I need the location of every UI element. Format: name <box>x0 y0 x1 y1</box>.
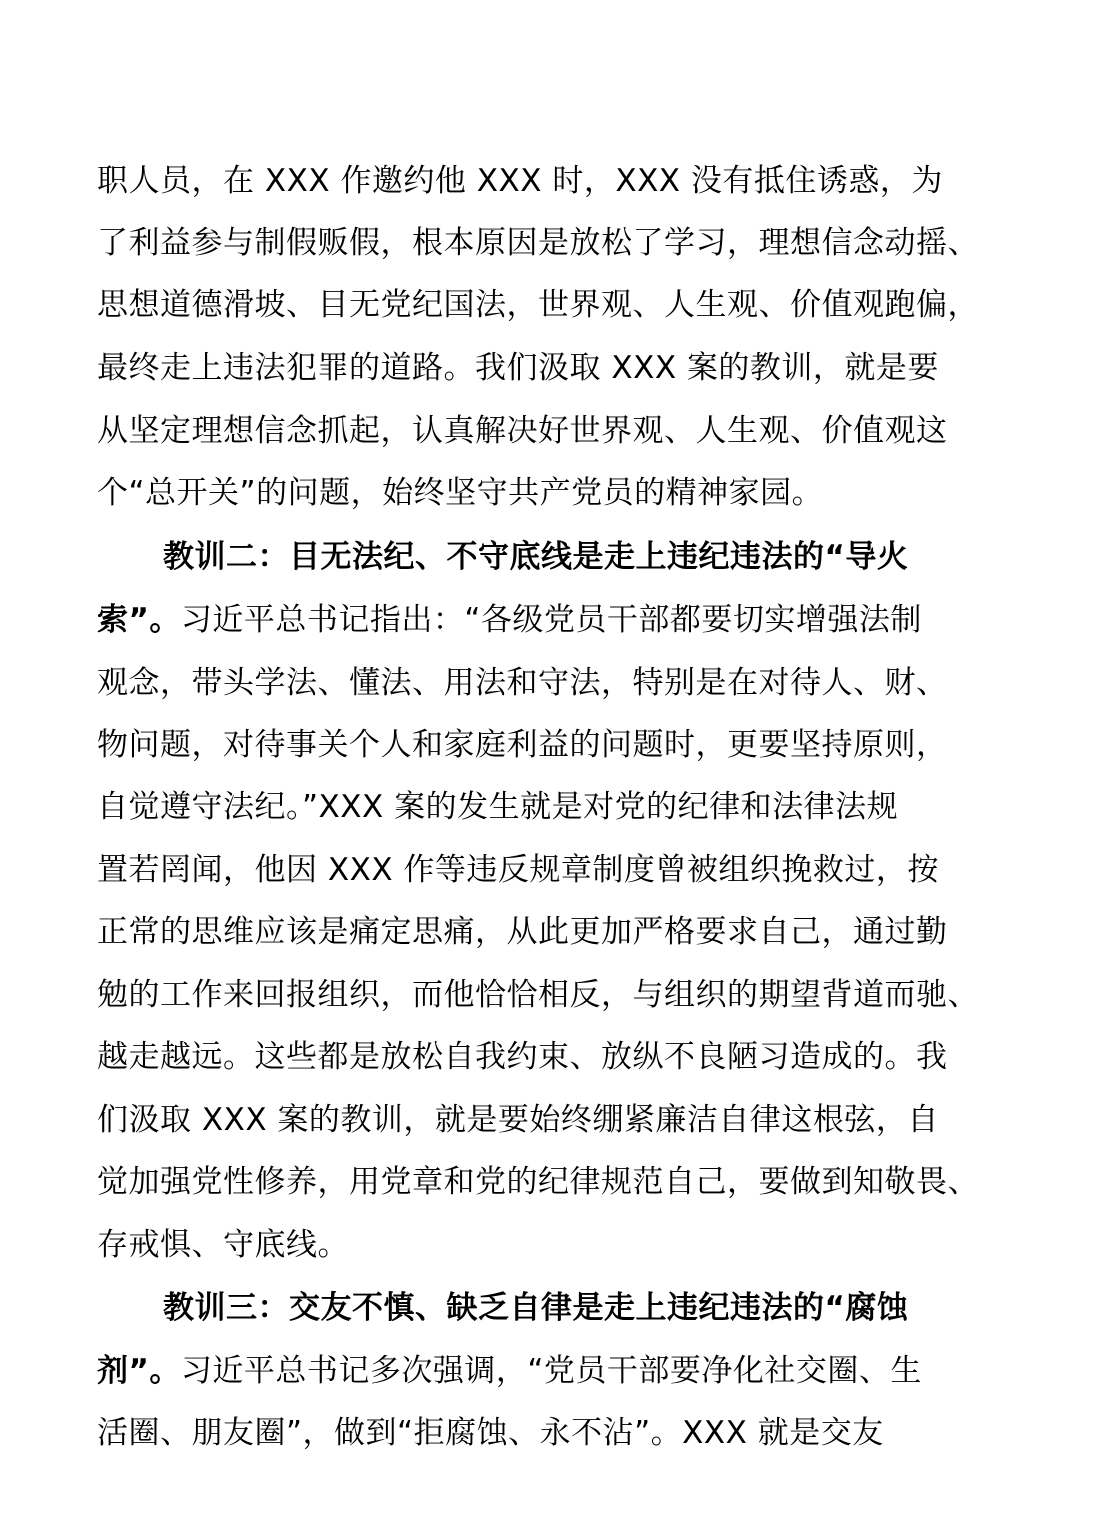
paragraph-line: 职人员，在 XXX 作邀约他 XXX 时，XXX 没有抵住诱惑，为 <box>97 163 943 199</box>
paragraph-line: 自觉遵守法纪。”XXX 案的发生就是对党的纪律和法律法规 <box>97 789 899 825</box>
paragraph-line: 观念，带头学法、懂法、用法和守法，特别是在对待人、财、 <box>97 665 948 701</box>
paragraph-line: 最终走上违法犯罪的道路。我们汲取 XXX 案的教训，就是要 <box>97 350 939 386</box>
bold-heading-text: 教训三：交友不慎、缺乏自律是走上违纪违法的“腐蚀 <box>163 1290 909 1326</box>
paragraph-line: 正常的思维应该是痛定思痛，从此更加严格要求自己，通过勤 <box>97 914 948 950</box>
paragraph-line: 思想道德滑坡、目无党纪国法，世界观、人生观、价值观跑偏， <box>97 287 979 323</box>
paragraph-line: 剂”。习近平总书记多次强调，“党员干部要净化社交圈、生 <box>97 1353 922 1389</box>
paragraph-line: 索”。习近平总书记指出：“各级党员干部都要切实增强法制 <box>97 602 922 638</box>
paragraph-line: 活圈、朋友圈”，做到“拒腐蚀、永不沾”。XXX 就是交友 <box>97 1415 884 1451</box>
paragraph-line: 从坚定理想信念抓起，认真解决好世界观、人生观、价值观这 <box>97 413 948 449</box>
lesson-two-heading <box>163 526 1037 588</box>
paragraph-line: 越走越远。这些都是放松自我约束、放纵不良陋习造成的。我 <box>97 1039 948 1075</box>
paragraph-line: 置若罔闻，他因 XXX 作等违反规章制度曾被组织挽救过，按 <box>97 852 939 888</box>
bold-heading-text: 剂”。 <box>97 1353 181 1389</box>
paragraph-line: 物问题，对待事关个人和家庭利益的问题时，更要坚持原则， <box>97 727 948 763</box>
bold-heading-text: 教训二：目无法纪、不守底线是走上违纪违法的“导火 <box>163 539 909 575</box>
paragraph-line: 存戒惧、守底线。 <box>97 1227 349 1263</box>
bold-heading-text: 索”。 <box>97 602 181 638</box>
paragraph-line: 们汲取 XXX 案的教训，就是要始终绷紧廉洁自律这根弦，自 <box>97 1102 939 1138</box>
paragraph-line: 了利益参与制假贩假，根本原因是放松了学习，理想信念动摇、 <box>97 225 979 261</box>
paragraph-line: 勉的工作来回报组织，而他恰恰相反，与组织的期望背道而驰、 <box>97 977 979 1013</box>
lesson-three-heading <box>163 1277 1037 1339</box>
paragraph-line: 个“总开关”的问题，始终坚守共产党员的精神家园。 <box>97 475 824 511</box>
paragraph-line: 觉加强党性修养，用党章和党的纪律规范自己，要做到知敬畏、 <box>97 1164 979 1200</box>
